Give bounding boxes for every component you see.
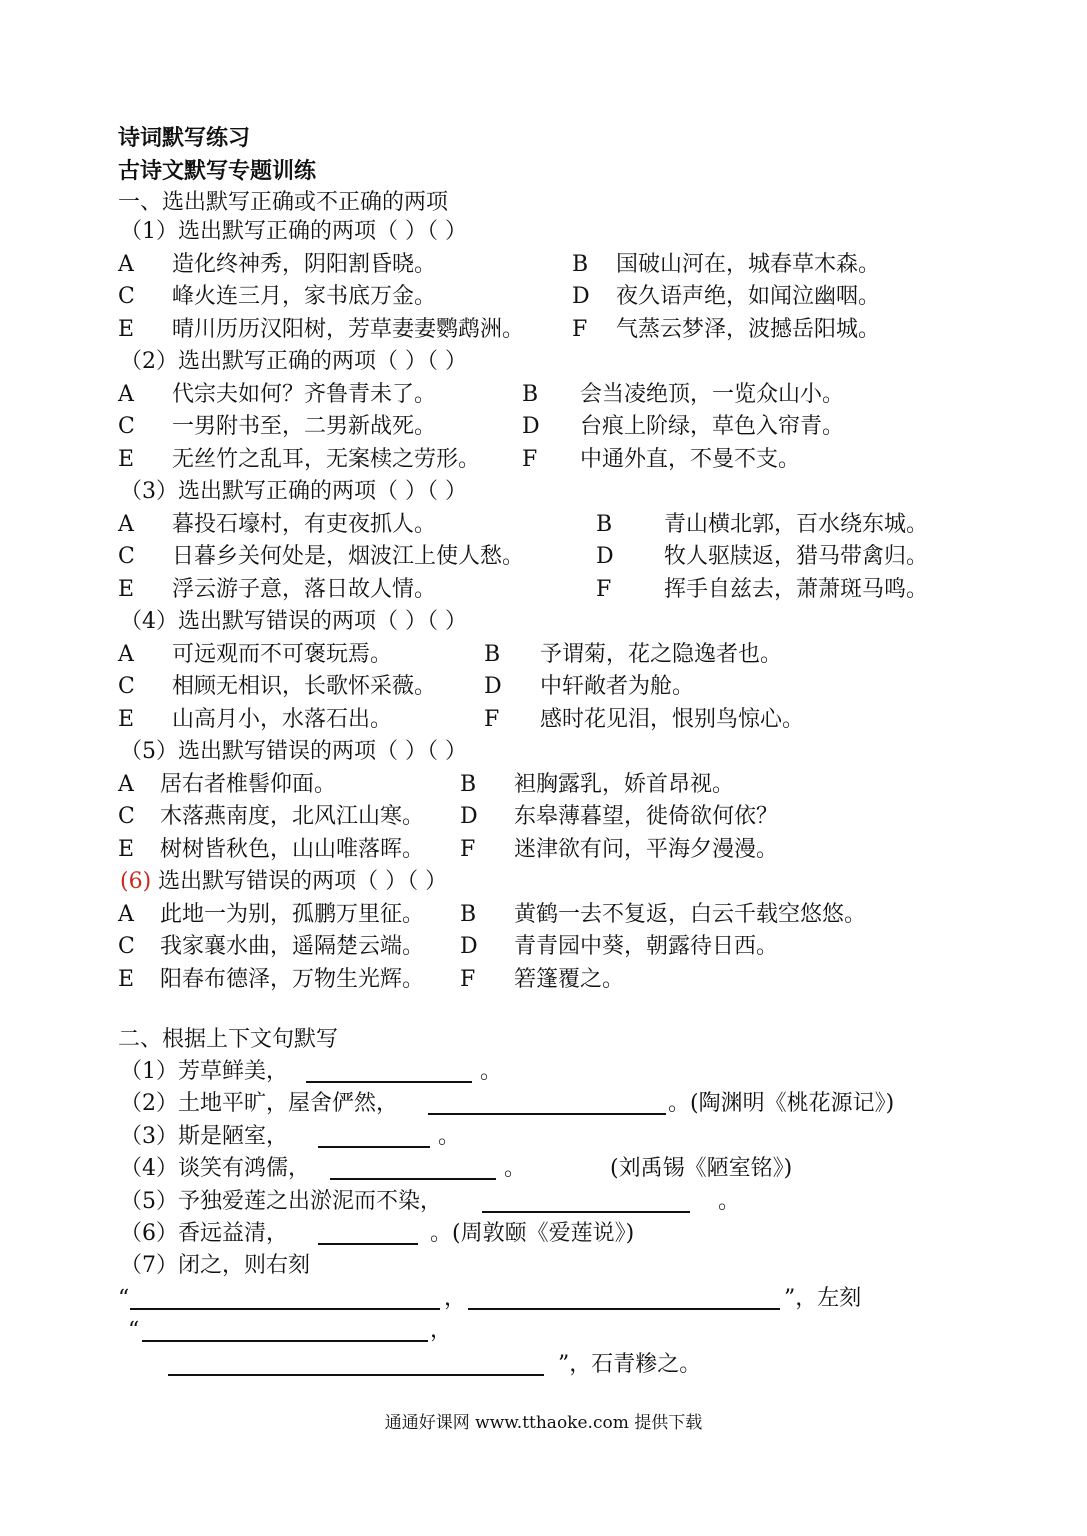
option-text: 晴川历历汉阳树，芳草妻妻鹦鹉洲。 [172,317,525,342]
option-letter: D [484,674,502,699]
q4-prompt: （4）谈笑有鸿儒， [120,1156,310,1181]
option-text: 树树皆秋色，山山唯落晖。 [160,837,425,862]
option-letter: F [460,837,476,862]
option-letter: B [460,772,477,797]
option-letter: C [118,544,135,569]
option-letter: E [118,967,135,992]
q2-blank[interactable] [428,1113,666,1115]
option-letter: F [522,447,538,472]
option-text: 感时花见泪，恨别鸟惊心。 [540,707,805,732]
option-text: 中通外直，不曼不支。 [580,447,801,472]
q7-comma: ， [444,1286,467,1311]
option-text: 挥手自兹去，萧萧斑马鸣。 [664,577,929,602]
option-text: 夜久语声绝，如闻泣幽咽。 [616,284,881,309]
option-text: 此地一为别，孤鹏万里征。 [160,902,425,927]
q4-blank[interactable] [330,1178,496,1180]
q6-blank[interactable] [318,1243,418,1245]
option-text: 峰火连三月，家书底万金。 [172,284,437,309]
q7-open-quote-2: “ [128,1318,140,1343]
option-letter: D [596,544,614,569]
option-text: 台痕上阶绿，草色入帘青。 [580,414,845,439]
option-letter: F [460,967,476,992]
question-prompt-text: （5）选出默写错误的两项（ ）（ ） [120,739,467,764]
option-letter: D [460,934,478,959]
option-letter: E [118,577,135,602]
q1-end: 。 [480,1059,503,1084]
option-text: 相顾无相识，长歌怀采薇。 [172,674,437,699]
option-text: 一男附书至，二男新战死。 [172,414,437,439]
q7-blank-4[interactable] [168,1374,544,1376]
option-text: 阳春布德泽，万物生光辉。 [160,967,425,992]
option-text: 木落燕南度，北风江山寒。 [160,804,425,829]
q5-blank[interactable] [482,1211,690,1213]
q3-end: 。 [438,1124,461,1149]
option-letter: D [460,804,478,829]
option-text: 国破山河在，城春草木森。 [616,252,881,277]
option-letter: C [118,934,135,959]
q3-prompt: （3）斯是陋室， [120,1124,288,1149]
option-text: 日暮乡关何处是，烟波江上使人愁。 [172,544,525,569]
option-letter: A [118,902,134,927]
question-number: (6) [120,869,152,894]
option-letter: B [596,512,613,537]
option-letter: D [522,414,540,439]
question-prompt-text: （2）选出默写正确的两项（ ）（ ） [120,349,467,374]
q5-prompt: （5）予独爱莲之出淤泥而不染， [120,1189,442,1214]
q7-left-carving: ”，左刻 [784,1286,862,1311]
q1-prompt: （1）芳草鲜美， [120,1059,288,1084]
option-letter: A [118,382,134,407]
option-letter: A [118,512,134,537]
option-text: 黄鹤一去不复返，白云千载空悠悠。 [514,902,867,927]
option-letter: A [118,252,134,277]
option-text: 暮投石壕村，有吏夜抓人。 [172,512,437,537]
document-subtitle: 古诗文默写专题训练 [118,158,317,184]
section2-heading: 二、根据上下文句默写 [118,1027,339,1052]
option-text: 会当凌绝顶，一览众山小。 [580,382,845,407]
option-letter: E [118,447,135,472]
option-letter: C [118,804,135,829]
question-prompt-text: （3）选出默写正确的两项（ ）（ ） [120,479,467,504]
q6-prompt: （6）香远益清， [120,1221,288,1246]
q4-source: (刘禹锡《陋室铭》) [610,1156,793,1181]
q2-end: 。(陶渊明《桃花源记》) [668,1091,895,1116]
option-letter: E [118,317,135,342]
question-6-prompt [120,869,447,895]
question-4-prompt [120,609,467,635]
q7-end: ”，石青糁之。 [558,1352,702,1377]
q5-end: 。 [718,1189,741,1214]
option-text: 山高月小，水落石出。 [172,707,393,732]
option-text: 浮云游子意，落日故人情。 [172,577,437,602]
option-text: 气蒸云梦泽，波撼岳阳城。 [616,317,881,342]
option-text: 中轩敞者为舱。 [540,674,695,699]
q7-blank-3[interactable] [142,1340,428,1342]
q1-blank[interactable] [306,1081,472,1083]
option-text: 箬篷覆之。 [514,967,625,992]
q2-prompt: （2）土地平旷，屋舍俨然， [120,1091,398,1116]
option-letter: E [118,707,135,732]
footer-credit: 通通好课网 www.tthaoke.com 提供下载 [384,1413,703,1433]
q6-end: 。(周敦颐《爱莲说》) [430,1221,635,1246]
q4-end: 。 [504,1156,527,1181]
option-letter: F [596,577,612,602]
option-letter: F [572,317,588,342]
option-letter: B [522,382,539,407]
option-letter: C [118,674,135,699]
q7-blank-2[interactable] [468,1308,780,1310]
option-letter: C [118,414,135,439]
q7-comma-2: ， [430,1318,453,1343]
option-text: 居右者椎髻仰面。 [160,772,337,797]
option-letter: B [572,252,589,277]
option-text: 可远观而不可褒玩焉。 [172,642,393,667]
option-letter: A [118,772,134,797]
option-text: 牧人驱牍返，猎马带禽归。 [664,544,929,569]
option-letter: C [118,284,135,309]
option-text: 无丝竹之乱耳，无案椟之劳形。 [172,447,481,472]
document-title: 诗词默写练习 [118,125,251,151]
option-text: 东皋薄暮望，徙倚欲何依？ [514,804,779,829]
option-text: 袒胸露乳，娇首昂视。 [514,772,735,797]
option-text: 我家襄水曲，遥隔楚云端。 [160,934,425,959]
q3-blank[interactable] [318,1146,430,1148]
question-2-prompt [120,349,467,375]
question-3-prompt [120,479,467,505]
question-prompt-text: （1）选出默写正确的两项（ ）（ ） [120,219,467,244]
option-text: 代宗夫如何？齐鲁青未了。 [172,382,437,407]
question-prompt-text: 选出默写错误的两项（ ）（ ） [151,869,448,894]
option-letter: B [484,642,501,667]
option-letter: A [118,642,134,667]
question-5-prompt [120,739,467,765]
question-1-prompt [120,219,467,245]
option-letter: B [460,902,477,927]
option-text: 迷津欲有问，平海夕漫漫。 [514,837,779,862]
option-text: 青青园中葵，朝露待日西。 [514,934,779,959]
option-letter: F [484,707,500,732]
option-text: 予谓菊，花之隐逸者也。 [540,642,783,667]
q7-blank-1[interactable] [130,1308,440,1310]
option-letter: E [118,837,135,862]
section1-heading: 一、选出默写正确或不正确的两项 [118,190,449,215]
q7-prompt: （7）闭之，则右刻 [120,1253,310,1278]
option-text: 青山横北郭，百水绕东城。 [664,512,929,537]
q7-open-quote: “ [118,1286,130,1311]
option-letter: D [572,284,590,309]
question-prompt-text: （4）选出默写错误的两项（ ）（ ） [120,609,467,634]
option-text: 造化终神秀，阴阳割昏晓。 [172,252,437,277]
